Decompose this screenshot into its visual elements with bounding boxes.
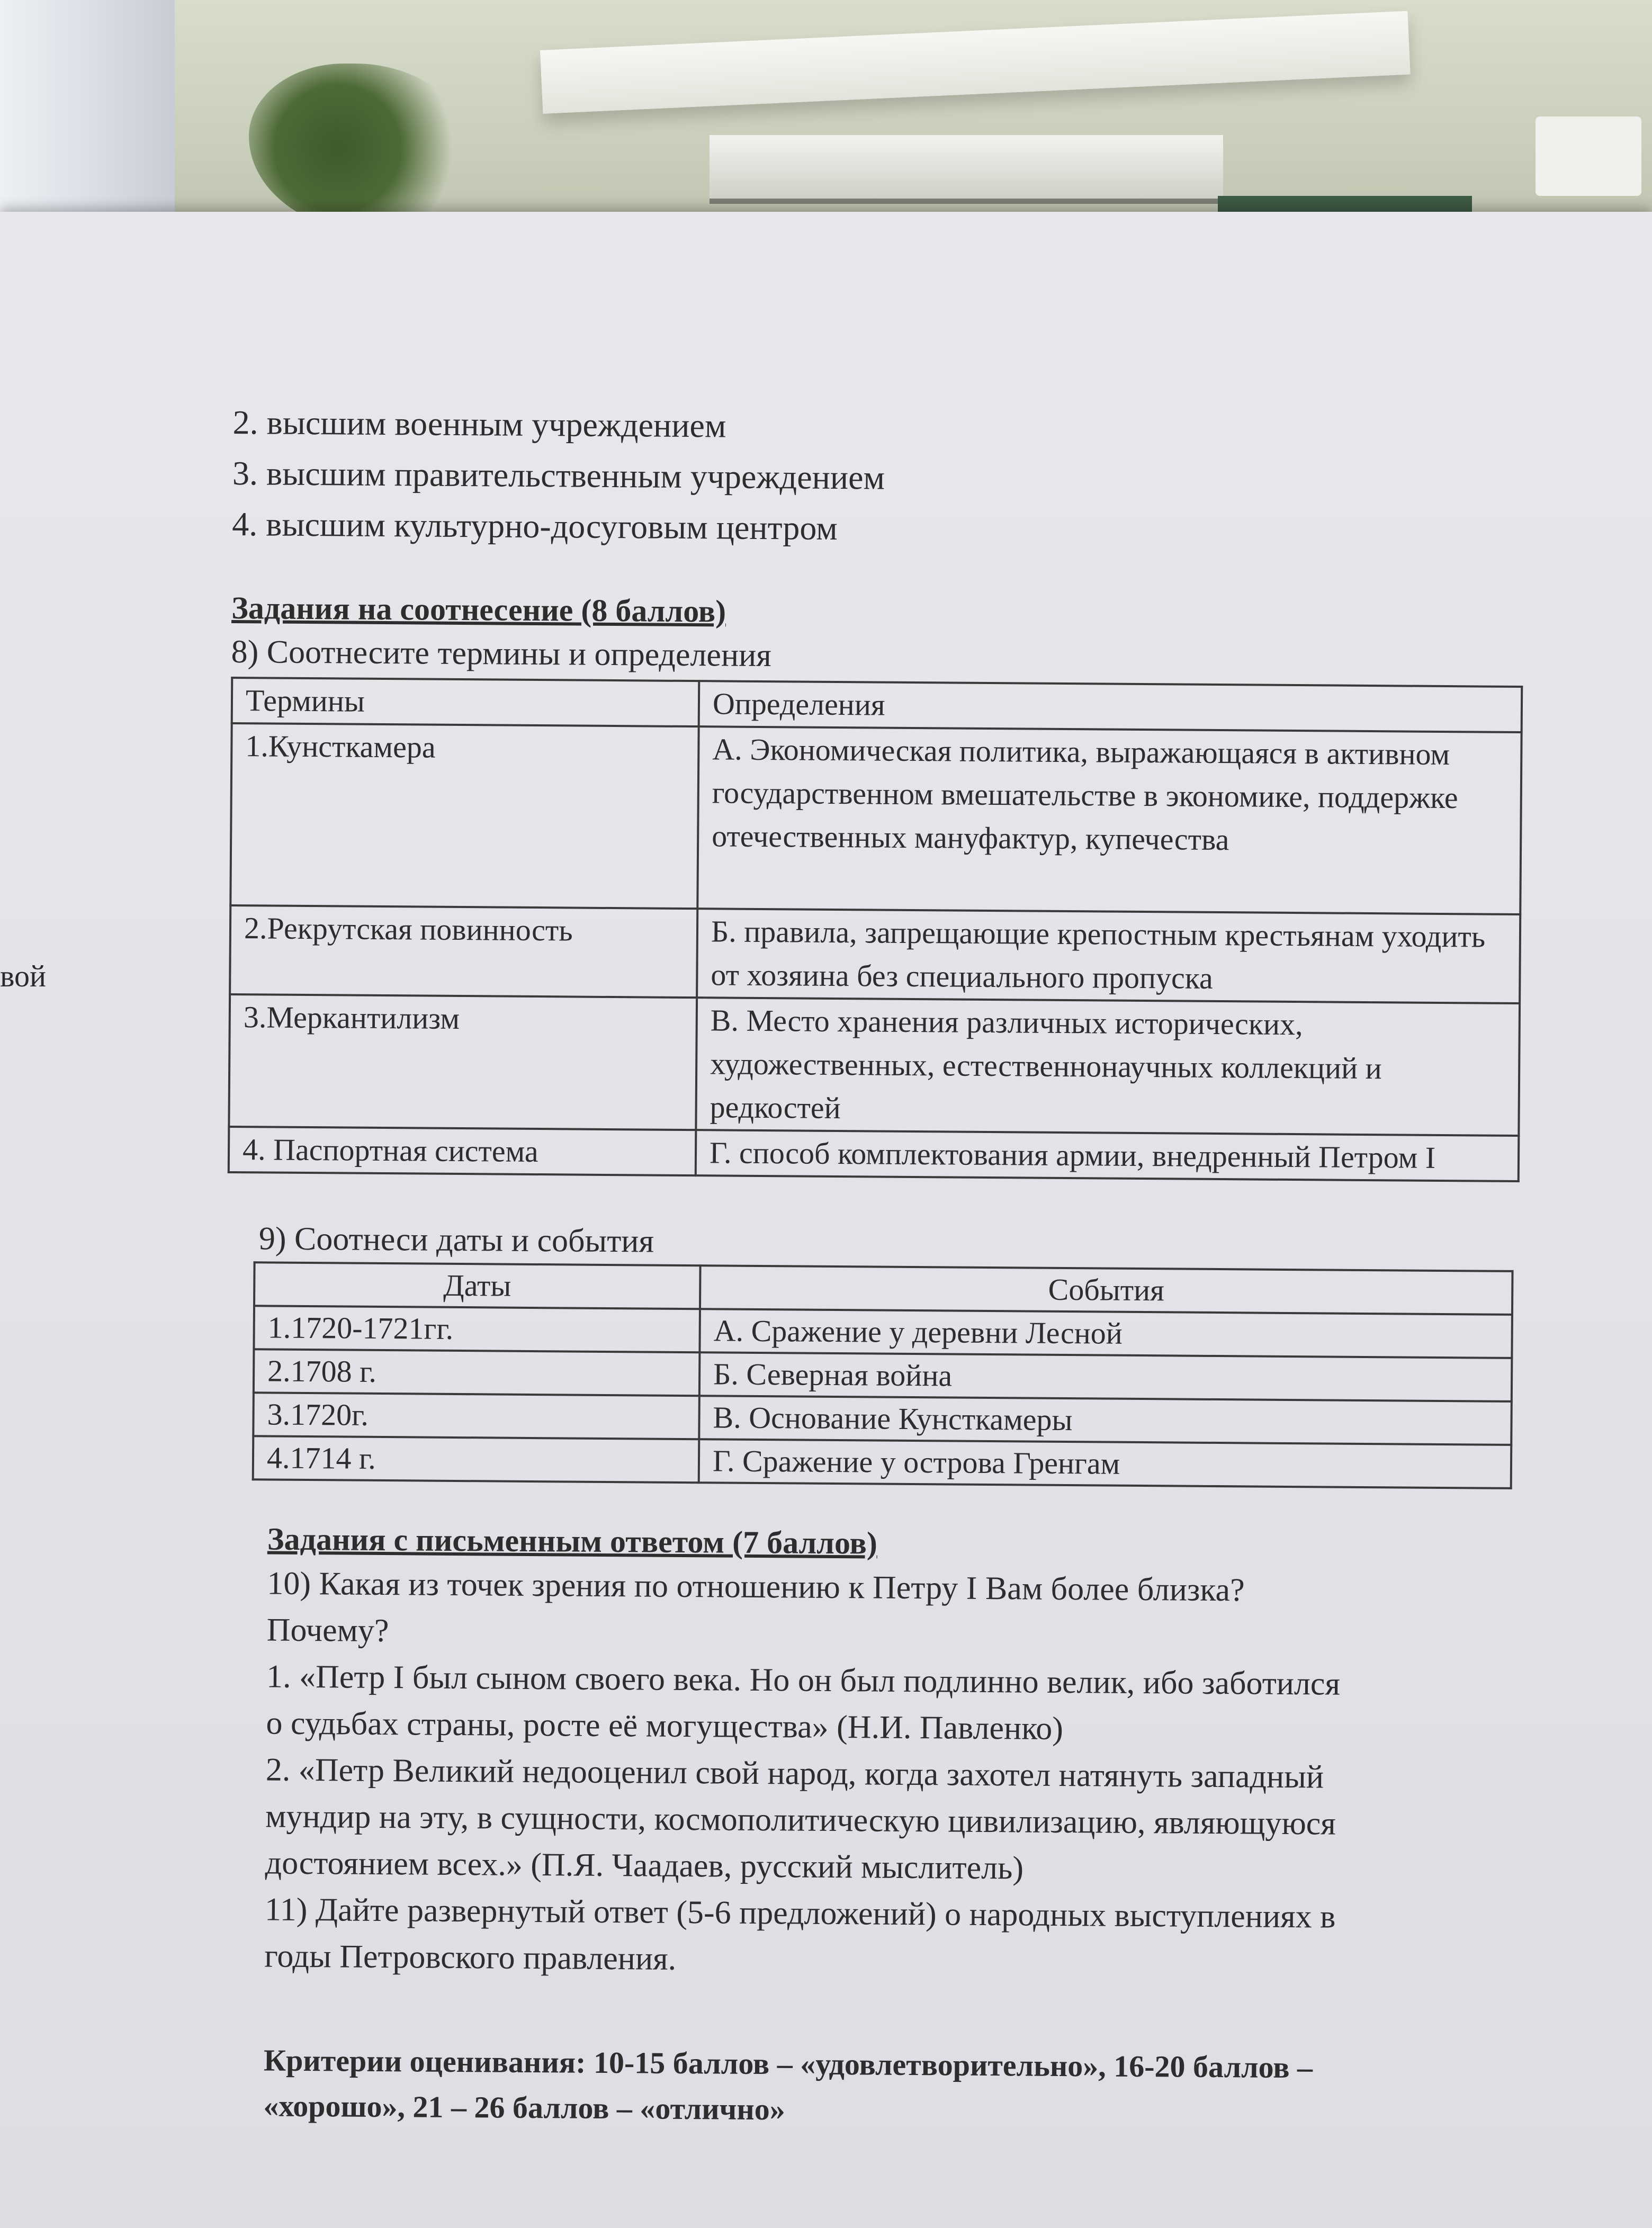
table-row	[230, 905, 1520, 1003]
table-row	[253, 1436, 1512, 1488]
table-header-row	[232, 678, 1522, 732]
answer-options	[232, 397, 1557, 559]
question-10-line: Почему?	[266, 1612, 389, 1649]
dates-table	[252, 1261, 1514, 1489]
table-row	[229, 994, 1520, 1136]
quote-1-line: 1. «Петр I был сыном своего века. Но он был подлинно велик, ибо заботился	[266, 1658, 1341, 1702]
term-cell: 2.Рекрутская повинность	[230, 905, 697, 998]
event-cell: Б. Северная война	[699, 1352, 1512, 1402]
answer-option: 3. высшим правительственным учреждением	[232, 454, 885, 497]
edge-text-fragment: вой	[0, 959, 47, 993]
term-cell: 4. Паспортная система	[229, 1127, 696, 1175]
events-header: События	[700, 1265, 1513, 1315]
definition-cell: В. Место хранения различных исторических, художественных, естественнонаучных коллекций и редкостей	[696, 998, 1520, 1136]
criteria-line: Критерии оценивания: 10-15 баллов – «удовлетворительно», 16-20 баллов –	[263, 2043, 1313, 2085]
definition-cell: Г. способ комплектования армии, внедренный Петром I	[696, 1130, 1519, 1181]
ceiling-lamp	[540, 11, 1411, 114]
quote-2-line: достоянием всех.» (П.Я. Чаадаев, русский мыслитель)	[265, 1845, 1024, 1886]
definition-cell: А. Экономическая политика, выражающаяся в активном государственном вмешательстве в экономике, поддержке отечественных мануфактур, купечества	[697, 726, 1521, 914]
written-section-title: Задания с письменным ответом (7 баллов)	[267, 1521, 878, 1561]
question-10-line: 10) Какая из точек зрения по отношению к Петру I Вам более близка?	[267, 1565, 1245, 1609]
quote-1-line: о судьбах страны, росте её могущества» (Н.И. Павленко)	[266, 1705, 1064, 1747]
definitions-header: Определения	[699, 681, 1522, 732]
event-cell: В. Основание Кунсткамеры	[699, 1396, 1512, 1445]
definition-cell: Б. правила, запрещающие крепостным крестьянам уходить от хозяина без специального пропуска	[697, 909, 1520, 1003]
criteria-line: «хорошо», 21 – 26 баллов – «отлично»	[263, 2088, 786, 2127]
air-conditioner	[710, 135, 1223, 204]
answer-option: 2. высшим военным учреждением	[232, 403, 726, 445]
wall-poster	[1536, 116, 1641, 196]
question-11-line: 11) Дайте развернутый ответ (5-6 предложений) о народных выступлениях в	[264, 1891, 1336, 1935]
grading-criteria	[263, 2037, 1545, 2137]
quote-2-line: 2. «Петр Великий недооценил свой народ, когда захотел натянуть западный	[265, 1751, 1324, 1795]
term-cell: 1.Кунсткамера	[230, 723, 698, 909]
event-cell: А. Сражение у деревни Лесной	[699, 1309, 1512, 1358]
table-row	[229, 1127, 1519, 1181]
date-cell: 4.1714 г.	[253, 1436, 699, 1483]
date-cell: 3.1720г.	[253, 1392, 699, 1439]
dates-header: Даты	[254, 1262, 701, 1309]
matching-section-title: Задания на соотнесение (8 баллов)	[231, 590, 726, 629]
potted-plant	[249, 64, 471, 233]
question-11-line: годы Петровского правления.	[264, 1938, 677, 1977]
answer-option: 4. высшим культурно-досуговым центром	[232, 505, 838, 547]
question-8-title: 8) Соотнесите термины и определения	[231, 633, 772, 674]
date-cell: 1.1720-1721гг.	[254, 1306, 700, 1352]
date-cell: 2.1708 г.	[254, 1349, 700, 1396]
quote-2-line: мундир на эту, в сущности, космополитическую цивилизацию, являющуюся	[265, 1798, 1336, 1842]
written-section	[263, 1518, 1549, 2138]
terms-header: Термины	[232, 678, 699, 726]
question-9-title: 9) Соотнеси даты и события	[258, 1220, 654, 1260]
terms-table	[228, 677, 1523, 1182]
event-cell: Г. Сражение у острова Гренгам	[699, 1439, 1512, 1488]
worksheet-content	[221, 397, 1557, 2137]
term-cell: 3.Меркантилизм	[229, 994, 697, 1130]
table-row	[230, 723, 1521, 914]
